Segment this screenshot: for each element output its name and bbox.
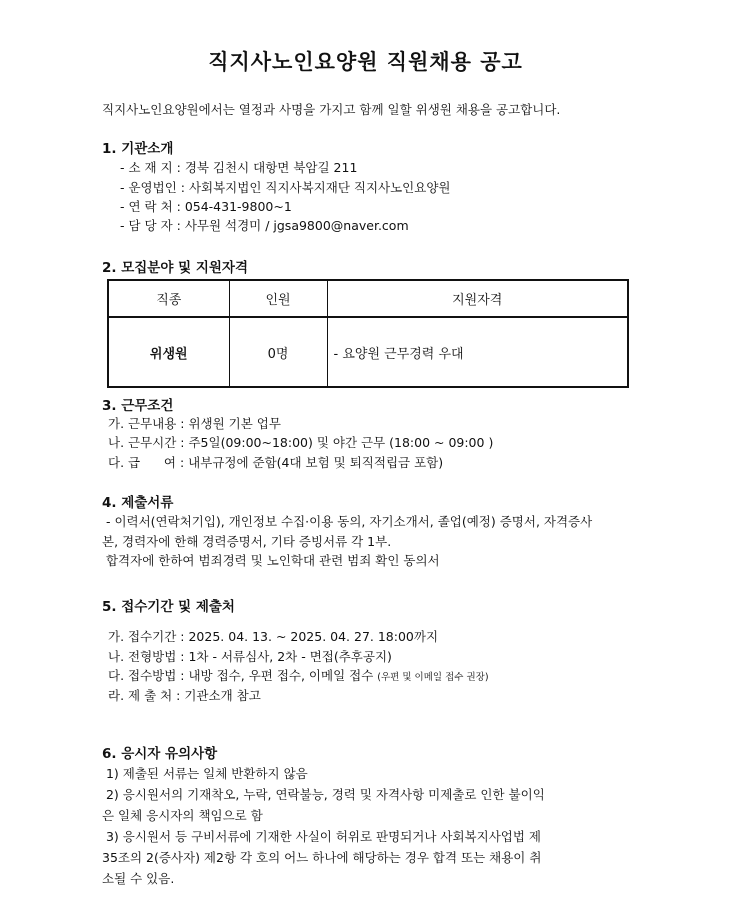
notice-line: 2) 응시원서의 기재착오, 누락, 연락불능, 경력 및 자격사항 미제출로 인한 불이익 bbox=[102, 787, 545, 802]
application-method: 나. 전형방법 : 1차 - 서류심사, 2차 - 면접(추후공지) bbox=[108, 649, 392, 664]
table-header-job: 직종 bbox=[108, 280, 229, 317]
cell-job: 위생원 bbox=[108, 317, 229, 387]
application-destination: 라. 제 출 처 : 기관소개 참고 bbox=[108, 688, 261, 703]
org-contact: - 연 락 처 : 054-431-9800~1 bbox=[120, 199, 292, 214]
table-row bbox=[108, 317, 628, 387]
page-title: 직지사노인요양원 직원채용 공고 bbox=[208, 50, 523, 74]
cell-qualification: - 요양원 근무경력 우대 bbox=[327, 317, 628, 387]
submission-methods: 다. 접수방법 : 내방 접수, 우편 접수, 이메일 접수 bbox=[108, 668, 374, 683]
table-header-count: 인원 bbox=[229, 280, 327, 317]
documents-line: 합격자에 한하여 범죄경력 및 노인학대 관련 범죄 확인 동의서 bbox=[102, 553, 440, 568]
section-heading-recruitment: 2. 모집분야 및 지원자격 bbox=[102, 260, 248, 276]
notice-line: 3) 응시원서 등 구비서류에 기재한 사실이 허위로 판명되거나 사회복지사업법 제 bbox=[102, 829, 541, 844]
intro-text: 직지사노인요양원에서는 열정과 사명을 가지고 함께 일할 위생원 채용을 공고합니다. bbox=[102, 102, 561, 117]
org-corporation: - 운영법인 : 사회복지법인 직지사복지재단 직지사노인요양원 bbox=[120, 180, 451, 195]
cell-count: 0명 bbox=[229, 317, 327, 387]
application-period: 가. 접수기간 : 2025. 04. 13. ~ 2025. 04. 27. 18:00까지 bbox=[108, 629, 439, 644]
documents-line: - 이력서(연락처기입), 개인정보 수집·이용 동의, 자기소개서, 졸업(예정) 증명서, 자격증사 bbox=[102, 514, 593, 529]
section-heading-documents: 4. 제출서류 bbox=[102, 495, 174, 511]
notice-line: 35조의 2(증사자) 제2항 각 호의 어느 하나에 해당하는 경우 합격 또는 채용이 취 bbox=[102, 850, 542, 865]
notice-line: 소될 수 있음. bbox=[102, 871, 175, 886]
condition-work: 가. 근무내용 : 위생원 기본 업무 bbox=[108, 416, 281, 431]
documents-line: 본, 경력자에 한해 경력증명서, 기타 증빙서류 각 1부. bbox=[102, 534, 392, 549]
section-heading-organization: 1. 기관소개 bbox=[102, 141, 174, 157]
condition-hours: 나. 근무시간 : 주5일(09:00~18:00) 및 야간 근무 (18:00 ~ 09:00 ) bbox=[108, 435, 494, 450]
section-heading-conditions: 3. 근무조건 bbox=[102, 398, 174, 414]
application-submission bbox=[108, 666, 489, 684]
org-manager: - 담 당 자 : 사무원 석경미 / jgsa9800@naver.com bbox=[120, 218, 409, 233]
notice-line: 1) 제출된 서류는 일체 반환하지 않음 bbox=[102, 766, 308, 781]
table-header-qualification: 지원자격 bbox=[327, 280, 628, 317]
submission-note: (우편 및 이메일 접수 권장) bbox=[377, 672, 489, 683]
section-heading-notice: 6. 응시자 유의사항 bbox=[102, 746, 218, 762]
section-heading-application: 5. 접수기간 및 제출처 bbox=[102, 599, 235, 615]
recruitment-table bbox=[107, 279, 629, 388]
condition-salary: 다. 급 여 : 내부규정에 준함(4대 보험 및 퇴직적립금 포함) bbox=[108, 455, 444, 470]
org-address: - 소 재 지 : 경북 김천시 대항면 북암길 211 bbox=[120, 160, 358, 175]
notice-line: 은 일체 응시자의 책임으로 함 bbox=[102, 808, 263, 823]
